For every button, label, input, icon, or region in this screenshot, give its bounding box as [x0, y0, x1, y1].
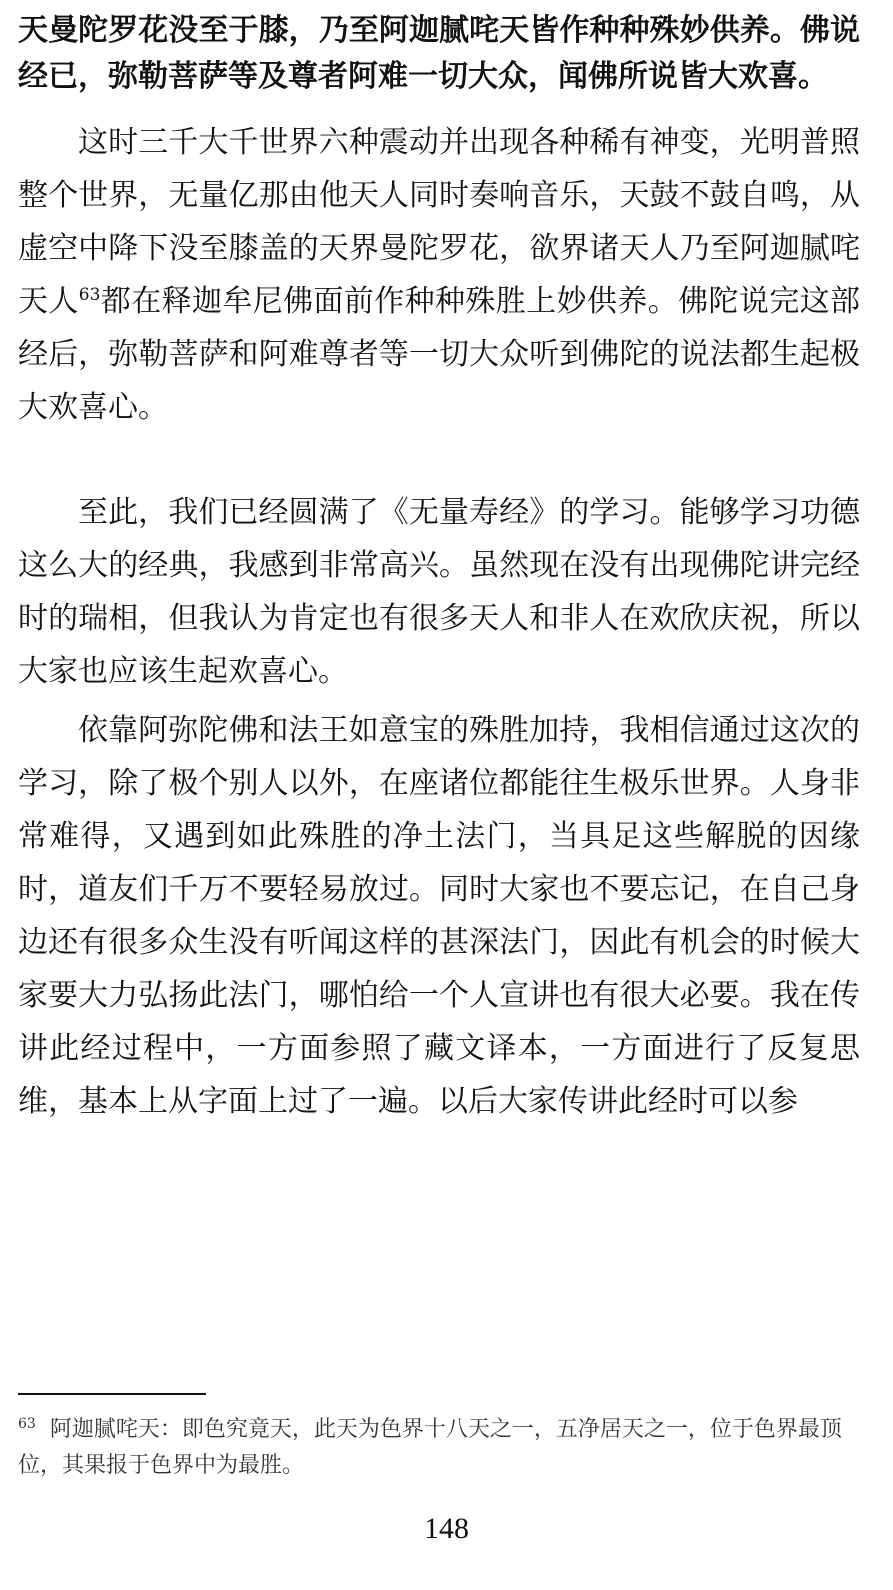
footnote-reference[interactable]: 63 — [78, 285, 101, 305]
page-body — [18, 0, 860, 1128]
footnote-divider — [18, 1393, 206, 1395]
commentary-paragraph-1 — [18, 116, 860, 434]
paragraph-1-text-a: 这时三千大千世界六种震动并出现各种稀有神变，光明普照整个世界，无量亿那由他天人同时奏响音乐，天鼓不鼓自鸣，从虚空中降下没至膝盖的天界曼陀罗花，欲界诸天人乃至阿迦腻咤天人 — [18, 125, 860, 319]
sutra-quote: 天曼陀罗花没至于膝，乃至阿迦腻咤天皆作种种殊妙供养。佛说经已，弥勒菩萨等及尊者阿难一切大众，闻佛所说皆大欢喜。 — [18, 13, 860, 94]
commentary-paragraph-3: 依靠阿弥陀佛和法王如意宝的殊胜加持，我相信通过这次的学习，除了极个别人以外，在座诸位都能往生极乐世界。人身非常难得，又遇到如此殊胜的净土法门，当具足这些解脱的因缘时，道友们千万不要轻易放过。同时大家也不要忘记，在自己身边还有很多众生没有听闻这样的甚深法门，因此有机会的时候大家要大力弘扬此法门，哪怕给一个人宣讲也有很大必要。我在传讲此经过程中，一方面参照了藏文译本，一方面进行了反复思维，基本上从字面上过了一遍。以后大家传讲此经时可以参 — [18, 713, 860, 1119]
commentary-paragraph-2: 至此，我们已经圆满了《无量寿经》的学习。能够学习功德这么大的经典，我感到非常高兴。虽然现在没有出现佛陀讲完经时的瑞相，但我认为肯定也有很多天人和非人在欢欣庆祝，所以大家也应该生起欢喜心。 — [18, 495, 860, 689]
footnote — [18, 1412, 860, 1484]
page-number: 148 — [424, 1512, 469, 1545]
footnote-text: 阿迦腻咤天：即色究竟天，此天为色界十八天之一，五净居天之一，位于色界最顶位，其果报于色界中为最胜。 — [18, 1417, 842, 1478]
footnote-mark: 63 — [18, 1415, 36, 1432]
paragraph-1-text-b: 都在释迦牟尼佛面前作种种殊胜上妙供养。佛陀说完这部经后，弥勒菩萨和阿难尊者等一切大众听到佛陀的说法都生起极大欢喜心。 — [18, 284, 861, 425]
